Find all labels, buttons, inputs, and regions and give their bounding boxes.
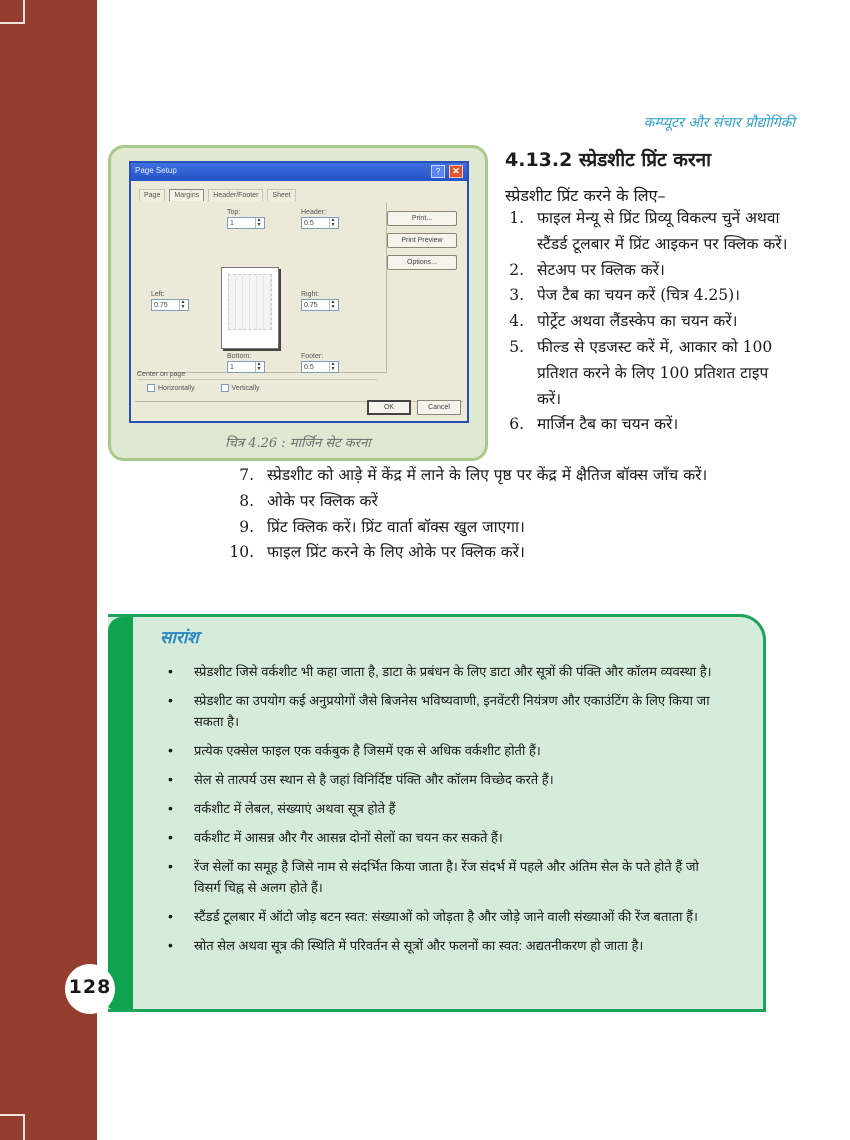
- step-item: 4. पोर्ट्रेट अथवा लैंडस्केप का चयन करें।: [509, 312, 738, 331]
- right-value: 0.75: [304, 301, 318, 309]
- summary-item: • स्रोत सेल अथवा सूत्र की स्थिति में परिवर्तन से सूत्रों और फलनों का स्वत: अद्यतनीकरण हो जाता है।: [168, 935, 728, 956]
- tab-margins[interactable]: Margins: [169, 189, 204, 201]
- summary-accent-bar: [108, 617, 133, 1009]
- header-label: Header:: [301, 209, 326, 216]
- bullet-icon: •: [168, 771, 173, 787]
- step-item: 9. प्रिंट क्लिक करें। प्रिंट वार्ता बॉक्स खुल जाएगा।: [239, 517, 525, 536]
- summary-item: • स्प्रेडशीट का उपयोग कई अनुप्रयोगों जैसे बिजनेस भविष्यवाणी, इनवेंटरी नियंत्रण और एकाउंटिंग के लिए किया जा सकता है।: [168, 690, 728, 732]
- figure-caption: चित्र 4.26 : मार्जिन सेट करना: [225, 436, 371, 451]
- left-value: 0.75: [154, 301, 168, 309]
- vertically-label: Vertically: [231, 384, 260, 392]
- header-margin-field: [301, 209, 339, 229]
- summary-box: [108, 614, 766, 1012]
- summary-item: • वर्कशीट में आसन्न और गैर आसन्न दोनों सेलों का चयन कर सकते हैं।: [168, 827, 728, 848]
- section-intro: स्प्रेडशीट प्रिंट करने के लिए–: [505, 186, 666, 205]
- step-item: 2. सेटअप पर क्लिक करें।: [509, 260, 665, 279]
- left-input[interactable]: [151, 299, 189, 311]
- print-button[interactable]: Print...: [387, 211, 457, 226]
- bullet-icon: •: [168, 663, 173, 679]
- top-value: 1: [230, 219, 234, 227]
- bullet-icon: •: [168, 800, 173, 816]
- page-setup-dialog: [129, 161, 469, 423]
- top-input[interactable]: [227, 217, 265, 229]
- dialog-title: Page Setup: [135, 166, 177, 175]
- left-label: Left:: [151, 291, 165, 298]
- footer-margin-field: [301, 353, 339, 373]
- options-button[interactable]: Options...: [387, 255, 457, 270]
- page-preview: [221, 267, 279, 349]
- bottom-label: Bottom:: [227, 353, 252, 360]
- summary-item: • वर्कशीट में लेबल, संख्याएं अथवा सूत्र होते हैं: [168, 798, 728, 819]
- header-value: 0.5: [304, 219, 314, 227]
- close-icon[interactable]: ✕: [449, 165, 463, 178]
- page-number: 128: [65, 964, 115, 1014]
- summary-item: • प्रत्येक एक्सेल फाइल एक वर्कबुक है जिसमें एक से अधिक वर्कशीट होती हैं।: [168, 740, 728, 761]
- steps-list-bottom: [225, 463, 795, 566]
- right-margin-field: [301, 291, 339, 311]
- footer-label: Footer:: [301, 353, 324, 360]
- bullet-icon: •: [168, 858, 173, 874]
- bullet-icon: •: [168, 692, 173, 708]
- bullet-icon: •: [168, 742, 173, 758]
- center-on-page-label: Center on page: [137, 371, 377, 380]
- print-preview-button[interactable]: Print Preview: [387, 233, 457, 248]
- step-item: 5. फील्ड से एडजस्ट करें में, आकार को 100 प्रतिशत करने के लिए 100 प्रतिशत टाइप करें।: [509, 337, 773, 408]
- cancel-button[interactable]: Cancel: [417, 400, 461, 415]
- dialog-tabs: [139, 189, 296, 201]
- spinner-icon[interactable]: ▲ ▼: [330, 299, 336, 310]
- section-title: 4.13.2 स्प्रेडशीट प्रिंट करना: [505, 149, 712, 171]
- tab-header-footer[interactable]: Header/Footer: [208, 189, 263, 201]
- right-input[interactable]: [301, 299, 339, 311]
- top-label: Top:: [227, 209, 241, 216]
- dialog-separator: [135, 401, 463, 402]
- footer-value: 0.5: [304, 363, 314, 371]
- horizontally-checkbox[interactable]: [147, 384, 195, 392]
- crop-mark-bottom-left: [0, 1114, 25, 1140]
- center-on-page-group: [137, 371, 377, 394]
- right-label: Right:: [301, 291, 320, 298]
- tab-page[interactable]: Page: [139, 189, 165, 201]
- bullet-icon: •: [168, 908, 173, 924]
- horizontally-label: Horizontally: [158, 384, 195, 392]
- step-item: 6. मार्जिन टैब का चयन करें।: [509, 415, 679, 434]
- left-margin-field: [151, 291, 189, 311]
- ok-button[interactable]: OK: [367, 400, 411, 415]
- header-input[interactable]: [301, 217, 339, 229]
- bottom-margin-field: [227, 353, 265, 373]
- summary-title: सारांश: [160, 628, 199, 648]
- step-item: 7. स्प्रेडशीट को आड़े में केंद्र में लाने के लिए पृष्ठ पर केंद्र में क्षैतिज बॉक्स जाँच करें।: [239, 466, 708, 484]
- spinner-icon[interactable]: ▲ ▼: [330, 217, 336, 228]
- tab-sheet[interactable]: Sheet: [267, 189, 295, 201]
- spinner-icon[interactable]: ▲ ▼: [330, 361, 336, 372]
- summary-item: • स्प्रेडशीट जिसे वर्कशीट भी कहा जाता है, डाटा के प्रबंधन के लिए डाटा और सूत्रों की पंक्ति और कॉलम व्यवस्था है।: [168, 661, 728, 682]
- step-item: 1. फाइल मेन्यू से प्रिंट प्रिव्यू विकल्प चुनें अथवा स्टैंडर्ड टूलबार में प्रिंट आइकन पर क्लिक करें।: [509, 209, 788, 253]
- crop-mark-top-left: [0, 0, 25, 24]
- bullet-icon: •: [168, 937, 173, 953]
- checkbox-icon: [147, 384, 155, 392]
- spinner-icon[interactable]: ▲ ▼: [256, 361, 262, 372]
- steps-list-right: [505, 206, 795, 438]
- top-margin-field: [227, 209, 265, 229]
- bullet-icon: •: [168, 829, 173, 845]
- margins-panel: [137, 203, 387, 373]
- running-head: कम्प्यूटर और संचार प्रौद्योगिकी: [643, 115, 795, 131]
- help-icon[interactable]: ?: [431, 165, 445, 178]
- step-item: 8. ओके पर क्लिक करें: [239, 491, 378, 510]
- step-item: 3. पेज टैब का चयन करें (चित्र 4.25)।: [509, 286, 741, 305]
- dialog-title-bar: [131, 163, 467, 181]
- bottom-value: 1: [230, 363, 234, 371]
- vertically-checkbox[interactable]: [221, 384, 260, 392]
- spinner-icon[interactable]: ▲ ▼: [180, 299, 186, 310]
- summary-item: • सेल से तात्पर्य उस स्थान से है जहां विनिर्दिष्ट पंक्ति और कॉलम विच्छेद करते हैं।: [168, 769, 728, 790]
- summary-item: • रेंज सेलों का समूह है जिसे नाम से संदर्भित किया जाता है। रेंज संदर्भ में पहले और अंतिम सेल के पते होते हैं जो विसर्ग चिह्न से अलग होते हैं।: [168, 856, 728, 898]
- figure-margin-setup: [108, 145, 488, 461]
- summary-list: [168, 661, 728, 964]
- spinner-icon[interactable]: ▲ ▼: [256, 217, 262, 228]
- checkbox-icon: [221, 384, 229, 392]
- summary-item: • स्टैंडर्ड टूलबार में ऑटो जोड़ बटन स्वत: संख्याओं को जोड़ता है और जोड़े जाने वाली संख्याओं की रेंज बताता हैं।: [168, 906, 728, 927]
- step-item: 10. फाइल प्रिंट करने के लिए ओके पर क्लिक करें।: [229, 543, 525, 562]
